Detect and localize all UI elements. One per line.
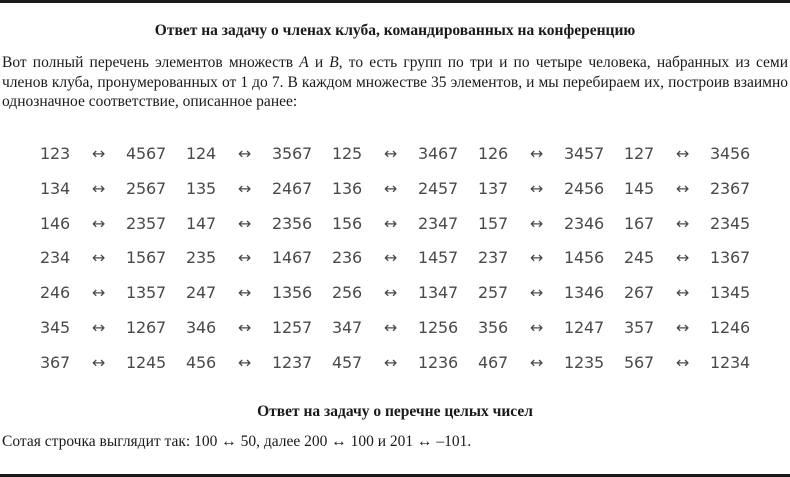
set-a-label: A — [299, 54, 309, 71]
quadruple-value: 1356 — [272, 283, 312, 303]
correspondence-arrow: ↔ — [676, 352, 690, 372]
triple-value: 236 — [332, 248, 362, 268]
triple-value: 237 — [478, 248, 508, 268]
triple-value: 347 — [332, 317, 362, 337]
correspondence-arrow: ↔ — [238, 144, 252, 163]
triple-value: 246 — [40, 283, 70, 303]
para-text-2: , то есть групп по три и по четыре человека, набранных из семи членов клуба, пронумерованных от 1 до 7. В каждом множестве 35 элементов, и мы перебираем их, построив взаимно однозначное соответствие, описанное ранее: — [2, 54, 789, 110]
quadruple-value: 1236 — [418, 352, 458, 372]
triple-value: 267 — [624, 283, 654, 303]
triple-value: 357 — [624, 317, 654, 337]
integers-answer: Сотая строчка выглядит так: 100 ↔ 50, далее 200 ↔ 100 и 201 ↔ –101. — [2, 433, 472, 450]
table-row — [40, 276, 760, 311]
quadruple-value: 3456 — [710, 144, 750, 163]
triple-value: 134 — [40, 178, 70, 198]
triple-value: 457 — [332, 352, 362, 372]
correspondence-arrow: ↔ — [92, 317, 106, 337]
correspondence-arrow: ↔ — [384, 213, 398, 233]
quadruple-value: 1257 — [272, 317, 312, 337]
quadruple-value: 1367 — [710, 248, 750, 268]
correspondence-arrow: ↔ — [676, 178, 690, 198]
quadruple-value: 2457 — [418, 178, 458, 198]
quadruple-value: 1267 — [126, 317, 166, 337]
table-row — [40, 346, 760, 381]
triple-value: 127 — [624, 144, 654, 163]
triple-value: 567 — [624, 352, 654, 372]
triple-value: 467 — [478, 352, 508, 372]
quadruple-value: 1235 — [564, 352, 604, 372]
quadruple-value: 1457 — [418, 248, 458, 268]
quadruple-value: 1246 — [710, 317, 750, 337]
correspondence-arrow: ↔ — [238, 213, 252, 233]
correspondence-arrow: ↔ — [92, 248, 106, 268]
para-text-1: Вот полный перечень элементов множеств — [2, 54, 300, 71]
quadruple-value: 2567 — [126, 178, 166, 198]
triple-value: 146 — [40, 213, 70, 233]
correspondence-arrow: ↔ — [92, 352, 106, 372]
correspondence-arrow: ↔ — [530, 248, 544, 268]
quadruple-value: 3457 — [564, 144, 604, 163]
correspondence-arrow: ↔ — [92, 144, 106, 163]
correspondence-arrow: ↔ — [676, 213, 690, 233]
triple-value: 234 — [40, 248, 70, 268]
correspondence-arrow: ↔ — [238, 317, 252, 337]
quadruple-value: 1245 — [126, 352, 166, 372]
correspondence-arrow: ↔ — [384, 144, 398, 163]
quadruple-value: 2456 — [564, 178, 604, 198]
quadruple-value: 1567 — [126, 248, 166, 268]
correspondence-arrow: ↔ — [238, 178, 252, 198]
heading-club-problem: Ответ на задачу о членах клуба, командированных на конференцию — [154, 22, 636, 39]
quadruple-value: 1456 — [564, 248, 604, 268]
table-row — [40, 172, 760, 207]
triple-value: 126 — [478, 144, 508, 163]
triple-value: 456 — [186, 352, 216, 372]
quadruple-value: 2346 — [564, 213, 604, 233]
triple-value: 137 — [478, 178, 508, 198]
table-row — [40, 311, 760, 346]
quadruple-value: 4567 — [126, 144, 166, 163]
table-row — [40, 137, 760, 172]
table-row — [40, 241, 760, 276]
correspondence-arrow: ↔ — [530, 213, 544, 233]
correspondence-arrow: ↔ — [384, 352, 398, 372]
quadruple-value: 3467 — [418, 144, 458, 163]
triple-value: 235 — [186, 248, 216, 268]
table-row — [40, 207, 760, 242]
triple-value: 245 — [624, 248, 654, 268]
correspondence-arrow: ↔ — [384, 317, 398, 337]
triple-value: 157 — [478, 213, 508, 233]
correspondence-arrow: ↔ — [676, 283, 690, 303]
triple-value: 256 — [332, 283, 362, 303]
correspondence-arrow: ↔ — [384, 178, 398, 198]
quadruple-value: 2357 — [126, 213, 166, 233]
triple-value: 123 — [40, 144, 70, 163]
quadruple-value: 1467 — [272, 248, 312, 268]
heading-integers-problem: Ответ на задачу о перечне целых чисел — [257, 403, 533, 420]
quadruple-value: 1256 — [418, 317, 458, 337]
intro-paragraph — [2, 53, 788, 112]
correspondence-arrow: ↔ — [92, 178, 106, 198]
triple-value: 147 — [186, 213, 216, 233]
correspondence-arrow: ↔ — [238, 352, 252, 372]
correspondence-arrow: ↔ — [676, 317, 690, 337]
correspondence-arrow: ↔ — [238, 283, 252, 303]
quadruple-value: 1237 — [272, 352, 312, 372]
correspondence-arrow: ↔ — [530, 283, 544, 303]
correspondence-arrow: ↔ — [676, 248, 690, 268]
set-b-label: B — [329, 54, 339, 71]
triple-value: 367 — [40, 352, 70, 372]
quadruple-value: 1357 — [126, 283, 166, 303]
quadruple-value: 2356 — [272, 213, 312, 233]
triple-value: 136 — [332, 178, 362, 198]
quadruple-value: 1345 — [710, 283, 750, 303]
correspondence-arrow: ↔ — [238, 248, 252, 268]
triple-value: 124 — [186, 144, 216, 163]
correspondence-arrow: ↔ — [676, 144, 690, 163]
quadruple-value: 1234 — [710, 352, 750, 372]
quadruple-value: 2347 — [418, 213, 458, 233]
correspondence-arrow: ↔ — [530, 317, 544, 337]
triple-value: 156 — [332, 213, 362, 233]
quadruple-value: 1247 — [564, 317, 604, 337]
correspondence-arrow: ↔ — [384, 283, 398, 303]
triple-value: 356 — [478, 317, 508, 337]
top-rule — [0, 0, 790, 3]
triple-value: 345 — [40, 317, 70, 337]
quadruple-value: 2467 — [272, 178, 312, 198]
quadruple-value: 1346 — [564, 283, 604, 303]
correspondence-table — [40, 137, 760, 381]
quadruple-value: 2345 — [710, 213, 750, 233]
correspondence-arrow: ↔ — [530, 144, 544, 163]
correspondence-arrow: ↔ — [92, 283, 106, 303]
quadruple-value: 3567 — [272, 144, 312, 163]
correspondence-arrow: ↔ — [384, 248, 398, 268]
quadruple-value: 2367 — [710, 178, 750, 198]
para-and: и — [308, 54, 330, 71]
triple-value: 125 — [332, 144, 362, 163]
triple-value: 346 — [186, 317, 216, 337]
triple-value: 135 — [186, 178, 216, 198]
triple-value: 247 — [186, 283, 216, 303]
triple-value: 145 — [624, 178, 654, 198]
triple-value: 257 — [478, 283, 508, 303]
triple-value: 167 — [624, 213, 654, 233]
correspondence-arrow: ↔ — [92, 213, 106, 233]
quadruple-value: 1347 — [418, 283, 458, 303]
correspondence-arrow: ↔ — [530, 352, 544, 372]
correspondence-arrow: ↔ — [530, 178, 544, 198]
